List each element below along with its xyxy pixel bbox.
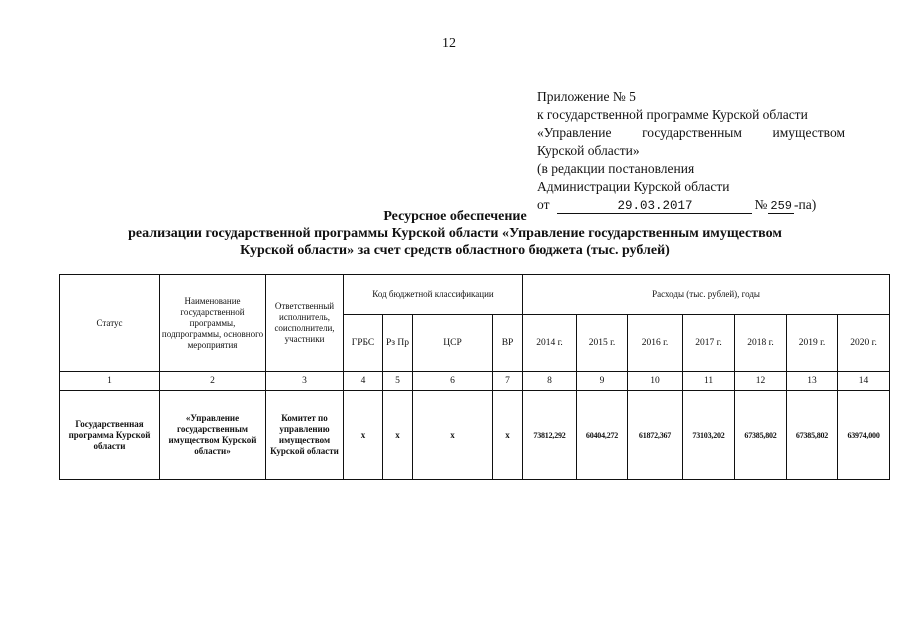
column-number: 8: [523, 372, 577, 391]
header-csr: ЦСР: [413, 315, 493, 372]
row-expense-value: 67385,802: [735, 391, 787, 480]
appendix-block: [537, 88, 845, 214]
column-number: 1: [60, 372, 160, 391]
number-prefix: №: [754, 197, 768, 212]
header-budget-code: Код бюджетной классификации: [344, 275, 523, 315]
row-expense-value: 73812,292: [523, 391, 577, 480]
appendix-line-1: Приложение № 5: [537, 89, 636, 104]
column-number: 10: [628, 372, 683, 391]
header-status: Статус: [60, 275, 160, 372]
header-vr: ВР: [493, 315, 523, 372]
appendix-line-4: Курской области»: [537, 143, 640, 158]
row-vr: x: [493, 391, 523, 480]
header-year: 2018 г.: [735, 315, 787, 372]
resolution-number: 259: [770, 199, 792, 213]
appendix-line-2: к государственной программе Курской области: [537, 107, 808, 122]
column-number-row: [60, 372, 890, 391]
title-line-3: Курской области» за счет средств областного бюджета (тыс. рублей): [240, 243, 670, 258]
number-suffix: -па): [793, 197, 817, 212]
column-number: 3: [266, 372, 344, 391]
column-number: 2: [160, 372, 266, 391]
row-expense-value: 60404,272: [577, 391, 628, 480]
page-number: 12: [442, 36, 456, 51]
header-year: 2015 г.: [577, 315, 628, 372]
column-number: 9: [577, 372, 628, 391]
row-rzpr: x: [383, 391, 413, 480]
row-expense-value: 61872,367: [628, 391, 683, 480]
title-line-1: Ресурсное обеспечение: [383, 209, 527, 224]
appendix-line-6: Администрации Курской области: [537, 179, 730, 194]
resolution-date: 29.03.2017: [557, 199, 752, 214]
table-row: [60, 391, 890, 480]
column-number: 6: [413, 372, 493, 391]
column-number: 4: [344, 372, 383, 391]
header-year: 2014 г.: [523, 315, 577, 372]
row-executor: Комитет по управлению имуществом Курской области: [266, 391, 344, 480]
header-rzpr: Рз Пр: [383, 315, 413, 372]
appendix-line-3: «Управление государственным имуществом: [537, 125, 845, 140]
column-number: 13: [787, 372, 838, 391]
row-expense-value: 67385,802: [787, 391, 838, 480]
header-year: 2017 г.: [683, 315, 735, 372]
header-grbs: ГРБС: [344, 315, 383, 372]
date-prefix: от: [537, 197, 550, 212]
column-number: 11: [683, 372, 735, 391]
header-year: 2019 г.: [787, 315, 838, 372]
column-number: 5: [383, 372, 413, 391]
appendix-line-5: (в редакции постановления: [537, 161, 695, 176]
row-csr: x: [413, 391, 493, 480]
row-expense-value: 73103,202: [683, 391, 735, 480]
header-year: 2016 г.: [628, 315, 683, 372]
header-row-1: [60, 275, 890, 315]
column-number: 7: [493, 372, 523, 391]
document-title: [60, 208, 850, 259]
header-name: Наименование государственной программы, подпрограммы, основного мероприятия: [160, 275, 266, 372]
row-status: Государственная программа Курской области: [60, 391, 160, 480]
header-expenses: Расходы (тыс. рублей), годы: [523, 275, 890, 315]
row-name: «Управление государственным имуществом Курской области»: [160, 391, 266, 480]
header-year: 2020 г.: [838, 315, 890, 372]
row-grbs: x: [344, 391, 383, 480]
title-line-2: реализации государственной программы Курской области «Управление государственным имуществом: [128, 226, 782, 241]
row-expense-value: 63974,000: [838, 391, 890, 480]
column-number: 12: [735, 372, 787, 391]
resource-table: [59, 274, 890, 480]
column-number: 14: [838, 372, 890, 391]
header-executor: Ответственный исполнитель, соисполнители, участники: [266, 275, 344, 372]
